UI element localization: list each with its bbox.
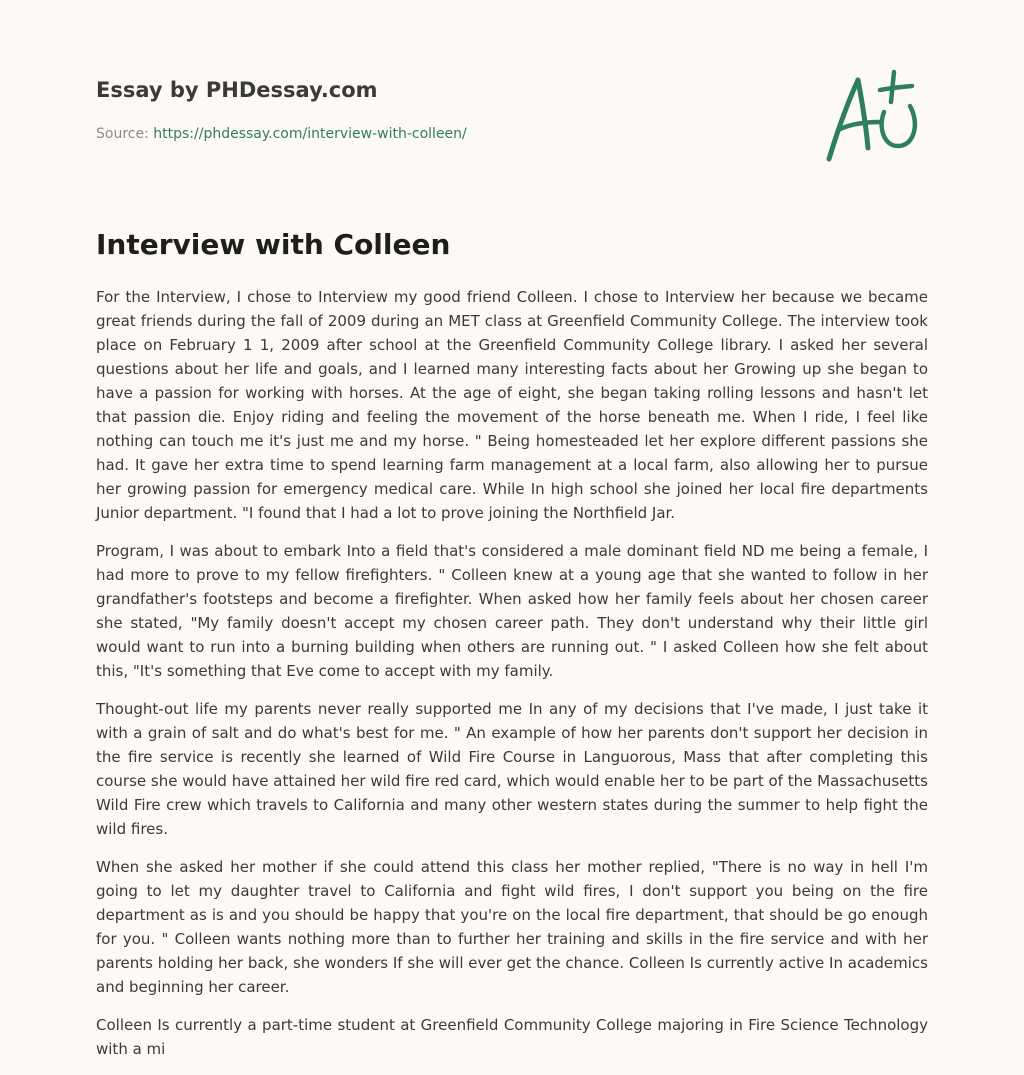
essay-body bbox=[96, 285, 928, 1075]
source-label: Source: bbox=[96, 126, 154, 142]
essay-paragraph: Thought-out life my parents never really supported me In any of my decisions that I've made, I just take it with a grain of salt and do what's best for me. " An example of how her parents don't support her decision in the fire service is recently she learned of Wild Fire Course in Languorous, Mass that after completing this course she would have attained her wild fire red card, which would enable her to be part of the Massachusetts Wild Fire crew which travels to California and many other western states during the summer to help fight the wild fires. bbox=[96, 700, 928, 838]
site-title: Essay by PHDessay.com bbox=[96, 78, 378, 102]
essay-paragraph: Program, I was about to embark Into a field that's considered a male dominant field ND me being a female, I had more to prove to my fellow firefighters. " Colleen knew at a young age that she wanted to follow in her grandfather's footsteps and become a firefighter. When asked how her family feels about her chosen career she stated, "My family doesn't accept my chosen career path. They don't understand why their little girl would want to run into a burning building when others are running out. " I asked Colleen how she felt about this, "It's something that Eve come to accept with my family. bbox=[96, 542, 928, 680]
essay-paragraph: Colleen Is currently a part-time student at Greenfield Community College majoring in Fire Science Technology with a mi bbox=[96, 1016, 928, 1058]
essay-title: Interview with Colleen bbox=[96, 228, 451, 261]
source-line bbox=[96, 124, 696, 144]
essay-paragraph: When she asked her mother if she could attend this class her mother replied, "There is no way in hell I'm going to let my daughter travel to California and fight wild fires, I don't support you being on the fire department as is and you should be happy that you're on the local fire department, that should be go enough for you. " Colleen wants nothing more than to further her training and skills in the fire service and with her parents holding her back, she wonders If she will ever get the chance. Colleen Is currently active In academics and beginning her career. bbox=[96, 858, 928, 996]
a-plus-grade-icon bbox=[820, 66, 930, 166]
source-link[interactable]: https://phdessay.com/interview-with-colleen/ bbox=[153, 126, 467, 142]
essay-paragraph: For the Interview, I chose to Interview my good friend Colleen. I chose to Interview her because we became great friends during the fall of 2009 during an MET class at Greenfield Community College. The interview took place on February 1 1, 2009 after school at the Greenfield Community College library. I asked her several questions about her life and goals, and I learned many interesting facts about her Growing up she began to have a passion for working with horses. At the age of eight, she began taking rolling lessons and hasn't let that passion die. Enjoy riding and feeling the movement of the horse beneath me. When I ride, I feel like nothing can touch me it's just me and my horse. " Being homesteaded let her explore different passions she had. It gave her extra time to spend learning farm management at a local farm, also allowing her to pursue her growing passion for emergency medical care. While In high school she joined her local fire departments Junior department. "I found that I had a lot to prove joining the Northfield Jar. bbox=[96, 288, 928, 522]
essay-header bbox=[96, 76, 696, 144]
